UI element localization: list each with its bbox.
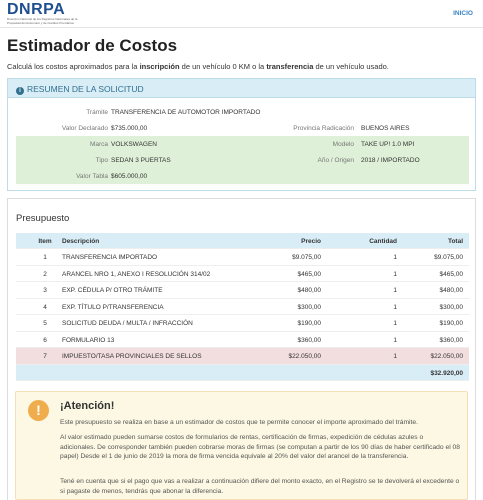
summary-heading-text: RESUMEN DE LA SOLICITUD (27, 84, 144, 94)
warning-paragraph-2: Al valor estimado pueden sumarse costos de formularios de rentas, certificación de firmas, expedición de cédulas azules o adicionales. De corresponder también pueden cobrarse moras de firmas (se computan a partir de los 90 días de haber certificado el 08 papel) Desde el 1 de junio de 2019 la mora de firma vencida equivale al 20% del valor del arancel de la transferencia. (60, 434, 460, 460)
cell-item: 4 (43, 303, 47, 311)
table-row (16, 299, 469, 316)
info-icon: i (16, 87, 24, 95)
cell-description: EXP. TÍTULO P/TRANSFERENCIA (62, 303, 164, 311)
cell-cantidad: 1 (393, 303, 397, 311)
cell-precio: $465,00 (297, 270, 321, 278)
grand-total: $32.920,00 (430, 369, 463, 377)
cell-description: TRANSFERENCIA IMPORTADO (62, 254, 158, 261)
cell-precio: $22.050,00 (288, 353, 321, 360)
nav-inicio-link[interactable]: INICIO (453, 10, 473, 17)
cell-cantidad: 1 (393, 287, 397, 294)
cell-item: 7 (43, 353, 47, 360)
summary-row (16, 168, 469, 184)
valor-declarado-value: $735.000,00 (111, 125, 148, 132)
cell-total: $300,00 (439, 303, 463, 311)
provincia-label: Provincia Radicación (293, 125, 354, 132)
summary-row (16, 104, 469, 120)
cell-description: EXP. CÉDULA P/ OTRO TRÁMITE (62, 287, 163, 294)
tipo-label: Tipo (95, 157, 108, 164)
exclamation-icon: ! (28, 400, 49, 421)
cell-total: $9.075,00 (434, 254, 463, 261)
modelo-label: Modelo (332, 141, 354, 148)
cell-precio: $190,00 (297, 320, 321, 327)
cell-total: $465,00 (439, 270, 463, 278)
table-row (16, 332, 469, 349)
cell-precio: $360,00 (297, 336, 321, 344)
summary-panel-heading (8, 79, 475, 98)
valor-tabla-label: Valor Tabla (76, 173, 108, 180)
table-row-tax (16, 348, 469, 365)
col-header-precio: Precio (301, 238, 321, 245)
warning-paragraph-1: Este presupuesto se realiza en base a un estimador de costos que te permite conocer el importe aproximado del trámite. (60, 419, 418, 426)
modelo-value: TAKE UP! 1.0 MPI (361, 141, 415, 148)
desc-bold-transferencia: transferencia (266, 62, 314, 71)
col-header-cantidad: Cantidad (369, 238, 397, 245)
summary-row (16, 120, 469, 136)
cell-cantidad: 1 (393, 336, 397, 344)
cell-precio: $480,00 (297, 287, 321, 294)
table-row (16, 282, 469, 299)
cell-item: 6 (43, 336, 47, 344)
dnrpa-logo[interactable] (7, 2, 87, 25)
marca-value: VOLKSWAGEN (111, 141, 157, 148)
summary-rows (16, 104, 469, 184)
cell-description: SOLICITUD DEUDA / MULTA / INFRACCIÓN (62, 320, 193, 327)
tramite-value: TRANSFERENCIA DE AUTOMOTOR IMPORTADO (111, 109, 261, 116)
cell-item: 1 (43, 254, 47, 261)
table-row (16, 266, 469, 283)
page-description (7, 62, 389, 71)
table-row (16, 249, 469, 266)
desc-text: de un vehículo usado. (313, 62, 389, 71)
cell-item: 3 (43, 287, 47, 294)
desc-bold-inscripcion: inscripción (139, 62, 180, 71)
cell-cantidad: 1 (393, 270, 397, 278)
cell-total: $360,00 (439, 336, 463, 344)
summary-row (16, 152, 469, 168)
budget-title: Presupuesto (16, 213, 70, 224)
cell-precio: $9.075,00 (292, 254, 321, 261)
col-header-description: Descripción (62, 238, 100, 245)
cell-cantidad: 1 (393, 254, 397, 261)
warning-alert (15, 391, 468, 500)
page-title: Estimador de Costos (7, 36, 178, 55)
table-total-row (16, 365, 469, 382)
cell-total: $480,00 (439, 287, 463, 294)
desc-text: Calculá los costos aproximados para la (7, 62, 140, 71)
budget-table (16, 233, 469, 381)
desc-text: de un vehículo 0 KM o la (179, 62, 267, 71)
valor-tabla-value: $605.000,00 (111, 173, 148, 180)
table-header-row (16, 233, 469, 249)
cell-total: $22.050,00 (430, 353, 463, 360)
cell-cantidad: 1 (393, 320, 397, 327)
anio-origen-value: 2018 / IMPORTADO (361, 157, 420, 164)
logo-subtitle: Dirección Nacional de los Registros Nacionales de la Propiedad del Automotor y de Créditos Prendarios (7, 17, 78, 25)
cell-item: 2 (43, 270, 47, 278)
top-navbar (0, 0, 483, 28)
valor-declarado-label: Valor Declarado (61, 125, 108, 132)
cell-description: IMPUESTO/TASA PROVINCIALES DE SELLOS (62, 353, 202, 360)
anio-origen-label: Año / Origen (317, 157, 354, 164)
tipo-value: SEDAN 3 PUERTAS (111, 157, 171, 164)
col-header-item: Item (38, 238, 52, 245)
tramite-label: Trámite (86, 109, 108, 116)
warning-paragraph-3: Tené en cuenta que si el pago que vas a realizar a continuación difiere del monto exacto, en el Registro se te devolverá el excedente o si pagaste de menos, tendrás que abonar la diferencia. (60, 478, 460, 495)
provincia-value: BUENOS AIRES (361, 125, 410, 132)
marca-label: Marca (89, 141, 108, 148)
summary-panel (7, 78, 476, 191)
table-row (16, 315, 469, 332)
cell-total: $190,00 (439, 320, 463, 327)
cell-cantidad: 1 (393, 353, 397, 360)
cell-description: ARANCEL NRO 1, ANEXO I RESOLUCIÓN 314/02 (62, 270, 211, 278)
summary-row (16, 136, 469, 152)
cell-item: 5 (43, 320, 47, 327)
col-header-total: Total (447, 238, 463, 245)
cell-description: FORMULARIO 13 (62, 336, 115, 344)
cell-precio: $300,00 (297, 303, 321, 311)
logo-text: DNRPA (7, 1, 66, 18)
warning-title: ¡Atención! (60, 400, 115, 412)
